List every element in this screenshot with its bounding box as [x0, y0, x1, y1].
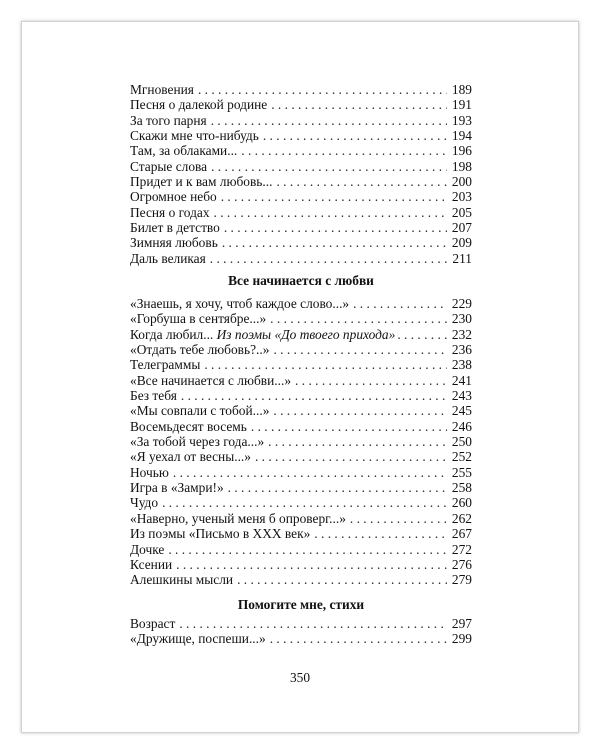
toc-entry: [130, 128, 472, 143]
toc-entry: [130, 480, 472, 495]
dot-leader: [270, 631, 447, 646]
toc-entry-title: «За тобой через года...»: [130, 434, 265, 450]
toc-entry-page: 255: [451, 464, 472, 480]
toc-entry: [130, 113, 472, 128]
toc-entry-page: 238: [451, 357, 472, 373]
dot-leader: [263, 128, 447, 143]
toc-entry: [130, 511, 472, 526]
toc-entry-page: 279: [451, 572, 472, 588]
toc-entry-title: Даль великая: [130, 250, 206, 266]
toc-entry-page: 205: [451, 204, 472, 220]
toc-entry: [130, 342, 472, 357]
toc-entry-page: 276: [451, 556, 472, 572]
dot-leader: [273, 403, 447, 418]
toc-entry-subtitle: Из поэмы «До твоего прихода»: [216, 326, 396, 342]
dot-leader: [214, 205, 447, 220]
toc-entry-page: 232: [451, 326, 472, 342]
toc-entry: [130, 388, 472, 403]
toc-entry-title: Без тебя: [130, 388, 177, 404]
dot-leader: [176, 557, 447, 572]
toc-entry-page: 211: [452, 250, 472, 266]
dot-leader: [270, 311, 447, 326]
toc-entry-page: 229: [451, 296, 472, 311]
toc-entry-page: 196: [451, 143, 472, 159]
toc-entry-title: Билет в детство: [130, 220, 220, 236]
toc-section-1: [130, 82, 472, 266]
toc-entry-page: 207: [451, 220, 472, 236]
toc-entry-page: 193: [451, 112, 472, 128]
dot-leader: [210, 251, 447, 266]
toc-section-3: [130, 616, 472, 647]
toc-entry-page: 203: [451, 189, 472, 205]
toc-entry-title: Зимняя любовь: [130, 235, 218, 251]
toc-entry-page: 299: [451, 631, 472, 647]
toc-entry-page: 241: [451, 372, 472, 388]
toc-entry-title: Чудо: [130, 495, 159, 511]
toc-entry: [130, 143, 472, 158]
toc-entry: [130, 631, 472, 646]
toc-entry-title: «Дружище, поспеши...»: [130, 631, 266, 647]
toc-entry-page: 258: [451, 480, 472, 496]
toc-entry: [130, 557, 472, 572]
toc-entry-title: Там, за облаками...: [130, 143, 238, 159]
toc-entry-title: Дочке: [130, 541, 165, 557]
toc-entry-title: [130, 327, 395, 342]
toc-entry: [130, 572, 472, 587]
dot-leader: [228, 480, 447, 495]
toc-entry-title: «Все начинается с любви...»: [130, 372, 292, 388]
dot-leader: [251, 419, 447, 434]
dot-leader: [295, 373, 447, 388]
dot-leader: [198, 82, 447, 97]
dot-leader: [211, 113, 447, 128]
toc-entry-title: Из поэмы «Письмо в XXX век»: [130, 526, 311, 542]
dot-leader: [221, 189, 447, 204]
dot-leader: [353, 296, 447, 311]
toc-entry-title: Телеграммы: [130, 357, 201, 373]
toc-entry-title: Ксении: [130, 556, 173, 572]
toc-entry-page: 272: [451, 541, 472, 557]
toc-entry: [130, 465, 472, 480]
toc-entry-page: 246: [451, 418, 472, 434]
dot-leader: [255, 449, 447, 464]
toc-entry-title: Возраст: [130, 616, 176, 631]
toc-entry-page: 260: [451, 495, 472, 511]
toc-entry: [130, 403, 472, 418]
dot-leader: [314, 526, 447, 541]
toc-entry-title: Огромное небо: [130, 189, 217, 205]
toc-entry-title: Старые слова: [130, 158, 208, 174]
toc-entry: [130, 419, 472, 434]
toc-entry-page: 252: [451, 449, 472, 465]
toc-entry-title: «Отдать тебе любовь?..»: [130, 342, 270, 358]
toc-entry-title: Мгновения: [130, 82, 194, 97]
dot-leader: [173, 465, 447, 480]
toc-entry-page: 209: [451, 235, 472, 251]
toc-entry-page: 198: [451, 158, 472, 174]
dot-leader: [224, 220, 447, 235]
toc-entry-title: За того парня: [130, 112, 207, 128]
toc-entry-page: 236: [451, 342, 472, 358]
toc-entry-page: 297: [451, 616, 472, 631]
toc-entry: [130, 616, 472, 631]
toc-entry: [130, 159, 472, 174]
toc-entry-title: «Знаешь, я хочу, чтоб каждое слово...»: [130, 296, 350, 311]
dot-leader: [222, 235, 447, 250]
dot-leader: [273, 342, 447, 357]
toc-entry-title: Алешкины мысли: [130, 572, 234, 588]
toc-entry: [130, 327, 472, 342]
page-number: 350: [289, 670, 311, 685]
toc-entry: [130, 495, 472, 510]
toc-entry: [130, 311, 472, 326]
toc-entry-page: 250: [451, 434, 472, 450]
dot-leader: [397, 327, 448, 342]
toc-entry-title: Скажи мне что-нибудь: [130, 128, 259, 144]
toc-entry: [130, 220, 472, 235]
toc-entry: [130, 296, 472, 311]
toc-entry-page: 243: [451, 388, 472, 404]
toc-entry: [130, 434, 472, 449]
section-heading: Помогите мне, стихи: [237, 597, 365, 612]
toc-entry-page: 194: [451, 128, 472, 144]
toc-entry: [130, 526, 472, 541]
toc-entry: [130, 542, 472, 557]
dot-leader: [276, 174, 447, 189]
dot-leader: [168, 542, 447, 557]
toc-entry: [130, 82, 472, 97]
toc-entry: [130, 97, 472, 112]
toc-entry-page: 267: [451, 526, 472, 542]
dot-leader: [204, 357, 447, 372]
toc-entry-page: 189: [451, 82, 472, 97]
toc-entry: [130, 235, 472, 250]
toc-entry-title: Игра в «Замри!»: [130, 480, 224, 496]
toc-entry-page: 245: [451, 403, 472, 419]
toc-entry-page: 200: [451, 174, 472, 190]
toc-entry-title: «Наверно, ученый меня б опроверг...»: [130, 510, 346, 526]
toc-entry: [130, 373, 472, 388]
dot-leader: [179, 616, 447, 631]
dot-leader: [162, 495, 447, 510]
toc-entry: [130, 174, 472, 189]
toc-entry: [130, 357, 472, 372]
toc-entry: [130, 449, 472, 464]
dot-leader: [271, 97, 447, 112]
dot-leader: [237, 572, 447, 587]
toc-section-2: [130, 296, 472, 588]
toc-entry: [130, 251, 472, 266]
toc-entry-title: «Мы совпали с тобой...»: [130, 403, 270, 419]
dot-leader: [350, 511, 447, 526]
toc-entry-page: 262: [451, 510, 472, 526]
section-heading: Все начинается с любви: [228, 273, 374, 288]
toc-entry-page: 230: [451, 311, 472, 327]
dot-leader: [268, 434, 447, 449]
toc-entry-title: Песня о далекой родине: [130, 97, 268, 113]
toc-entry-title: Песня о годах: [130, 204, 210, 220]
dot-leader: [211, 159, 447, 174]
toc-entry: [130, 189, 472, 204]
toc-entry-page: 191: [451, 97, 472, 113]
dot-leader: [241, 143, 447, 158]
toc-entry-title: Придет и к вам любовь...: [130, 174, 273, 190]
toc-entry-title: «Я уехал от весны...»: [130, 449, 251, 465]
toc-entry-title: Ночью: [130, 464, 169, 480]
dot-leader: [181, 388, 447, 403]
toc-entry-title-main: Когда любил...: [130, 326, 217, 342]
toc-entry-title: «Горбуша в сентябре...»: [130, 311, 267, 327]
toc-entry-title: Восемьдесят восемь: [130, 418, 247, 434]
toc-entry: [130, 205, 472, 220]
